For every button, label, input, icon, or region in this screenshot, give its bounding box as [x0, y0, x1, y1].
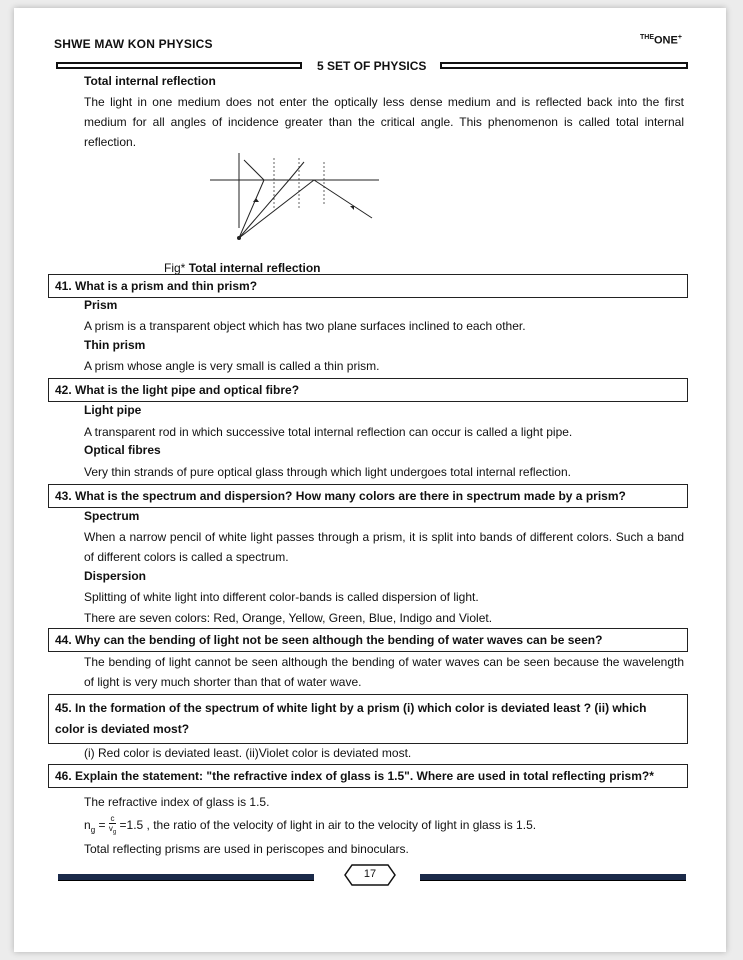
question-45: 45. In the formation of the spectrum of white light by a prism (i) which color is deviated least ? (ii) which color is deviated most?: [48, 694, 688, 744]
footer-rule-left: [58, 874, 314, 881]
q45-text-1: (i) Red color is deviated least. (ii)Violet color is deviated most.: [84, 746, 412, 760]
q43-text-3: There are seven colors: Red, Orange, Yellow, Green, Blue, Indigo and Violet.: [84, 611, 493, 625]
figure-caption: [164, 261, 320, 275]
q41-heading-1: Prism: [84, 298, 118, 312]
q43-heading-2: Dispersion: [84, 569, 147, 583]
formula-rest: =1.5 , the ratio of the velocity of light in air to the velocity of light in glass is 1.5.: [119, 817, 537, 832]
question-41: 41. What is a prism and thin prism?: [48, 274, 688, 298]
formula-denominator: $v_g$: [108, 824, 117, 836]
figure-caption-label: Total internal reflection: [188, 261, 321, 275]
figure-caption-prefix: Fig*: [164, 261, 186, 275]
brand-prefix: THE: [640, 34, 654, 41]
page-number: 17: [363, 868, 377, 880]
intro-paragraph: The light in one medium does not enter the optically less dense medium and is reflected back into the first medium for all angles of incidence greater than the critical angle. This phenomenon is called total internal reflection.: [84, 95, 684, 149]
header-brand: [640, 34, 682, 47]
question-46: 46. Explain the statement: "the refractive index of glass is 1.5". Where are used in total reflecting prism?*: [48, 764, 688, 788]
q41-text-1: A prism is a transparent object which has two plane surfaces inclined to each other.: [84, 319, 526, 333]
question-43: 43. What is the spectrum and dispersion? How many colors are there in spectrum made by a prism?: [48, 484, 688, 508]
q41-heading-2: Thin prism: [84, 338, 146, 352]
q42-heading-1: Light pipe: [84, 403, 142, 417]
q43-text-2: Splitting of white light into different color-bands is called dispersion of light.: [84, 590, 479, 604]
header-rule-left: [56, 62, 302, 69]
q41-text-2: A prism whose angle is very small is called a thin prism.: [84, 359, 380, 373]
formula-lhs-sub: g: [90, 825, 96, 835]
q46-text-2: Total reflecting prisms are used in periscopes and binoculars.: [84, 842, 409, 856]
q46-formula-line: $n_g$ = $\frac{c}{v_g}$ =1.5 , the ratio of the velocity of light in air to the velocity of light in glass is 1.5.: [84, 814, 537, 836]
q42-text-2: Very thin strands of pure optical glass through which light undergoes total internal reflection.: [84, 465, 571, 479]
q42-text-1: A transparent rod in which successive total internal reflection can occur is called a light pipe.: [84, 425, 573, 439]
q43-text-1: When a narrow pencil of white light passes through a prism, it is split into bands of different colors. Such a band of different colors is called a spectrum.: [84, 530, 684, 564]
formula-lhs: n: [84, 817, 91, 832]
footer-rule-right: [420, 874, 686, 881]
header-subtitle: 5 SET OF PHYSICS: [317, 59, 427, 73]
q46-text-1: The refractive index of glass is 1.5.: [84, 795, 270, 809]
brand-suffix: +: [677, 34, 682, 41]
total-internal-reflection-figure: [204, 148, 394, 243]
q43-heading-1: Spectrum: [84, 509, 140, 523]
header-rule-right: [440, 62, 688, 69]
q44-text-1: The bending of light cannot be seen although the bending of water waves can be seen because the wavelength of light is very much shorter than that of water wave.: [84, 655, 684, 689]
header-school-name: SHWE MAW KON PHYSICS: [54, 37, 213, 51]
document-page: [14, 8, 726, 952]
question-44: 44. Why can the bending of light not be seen although the bending of water waves can be seen?: [48, 628, 688, 652]
formula-numerator: c: [110, 814, 115, 823]
section-title: Total internal reflection: [84, 74, 216, 88]
formula-fraction: [109, 814, 116, 838]
question-42: 42. What is the light pipe and optical fibre?: [48, 378, 688, 402]
q42-heading-2: Optical fibres: [84, 443, 161, 457]
brand-main: ONE: [654, 34, 678, 47]
